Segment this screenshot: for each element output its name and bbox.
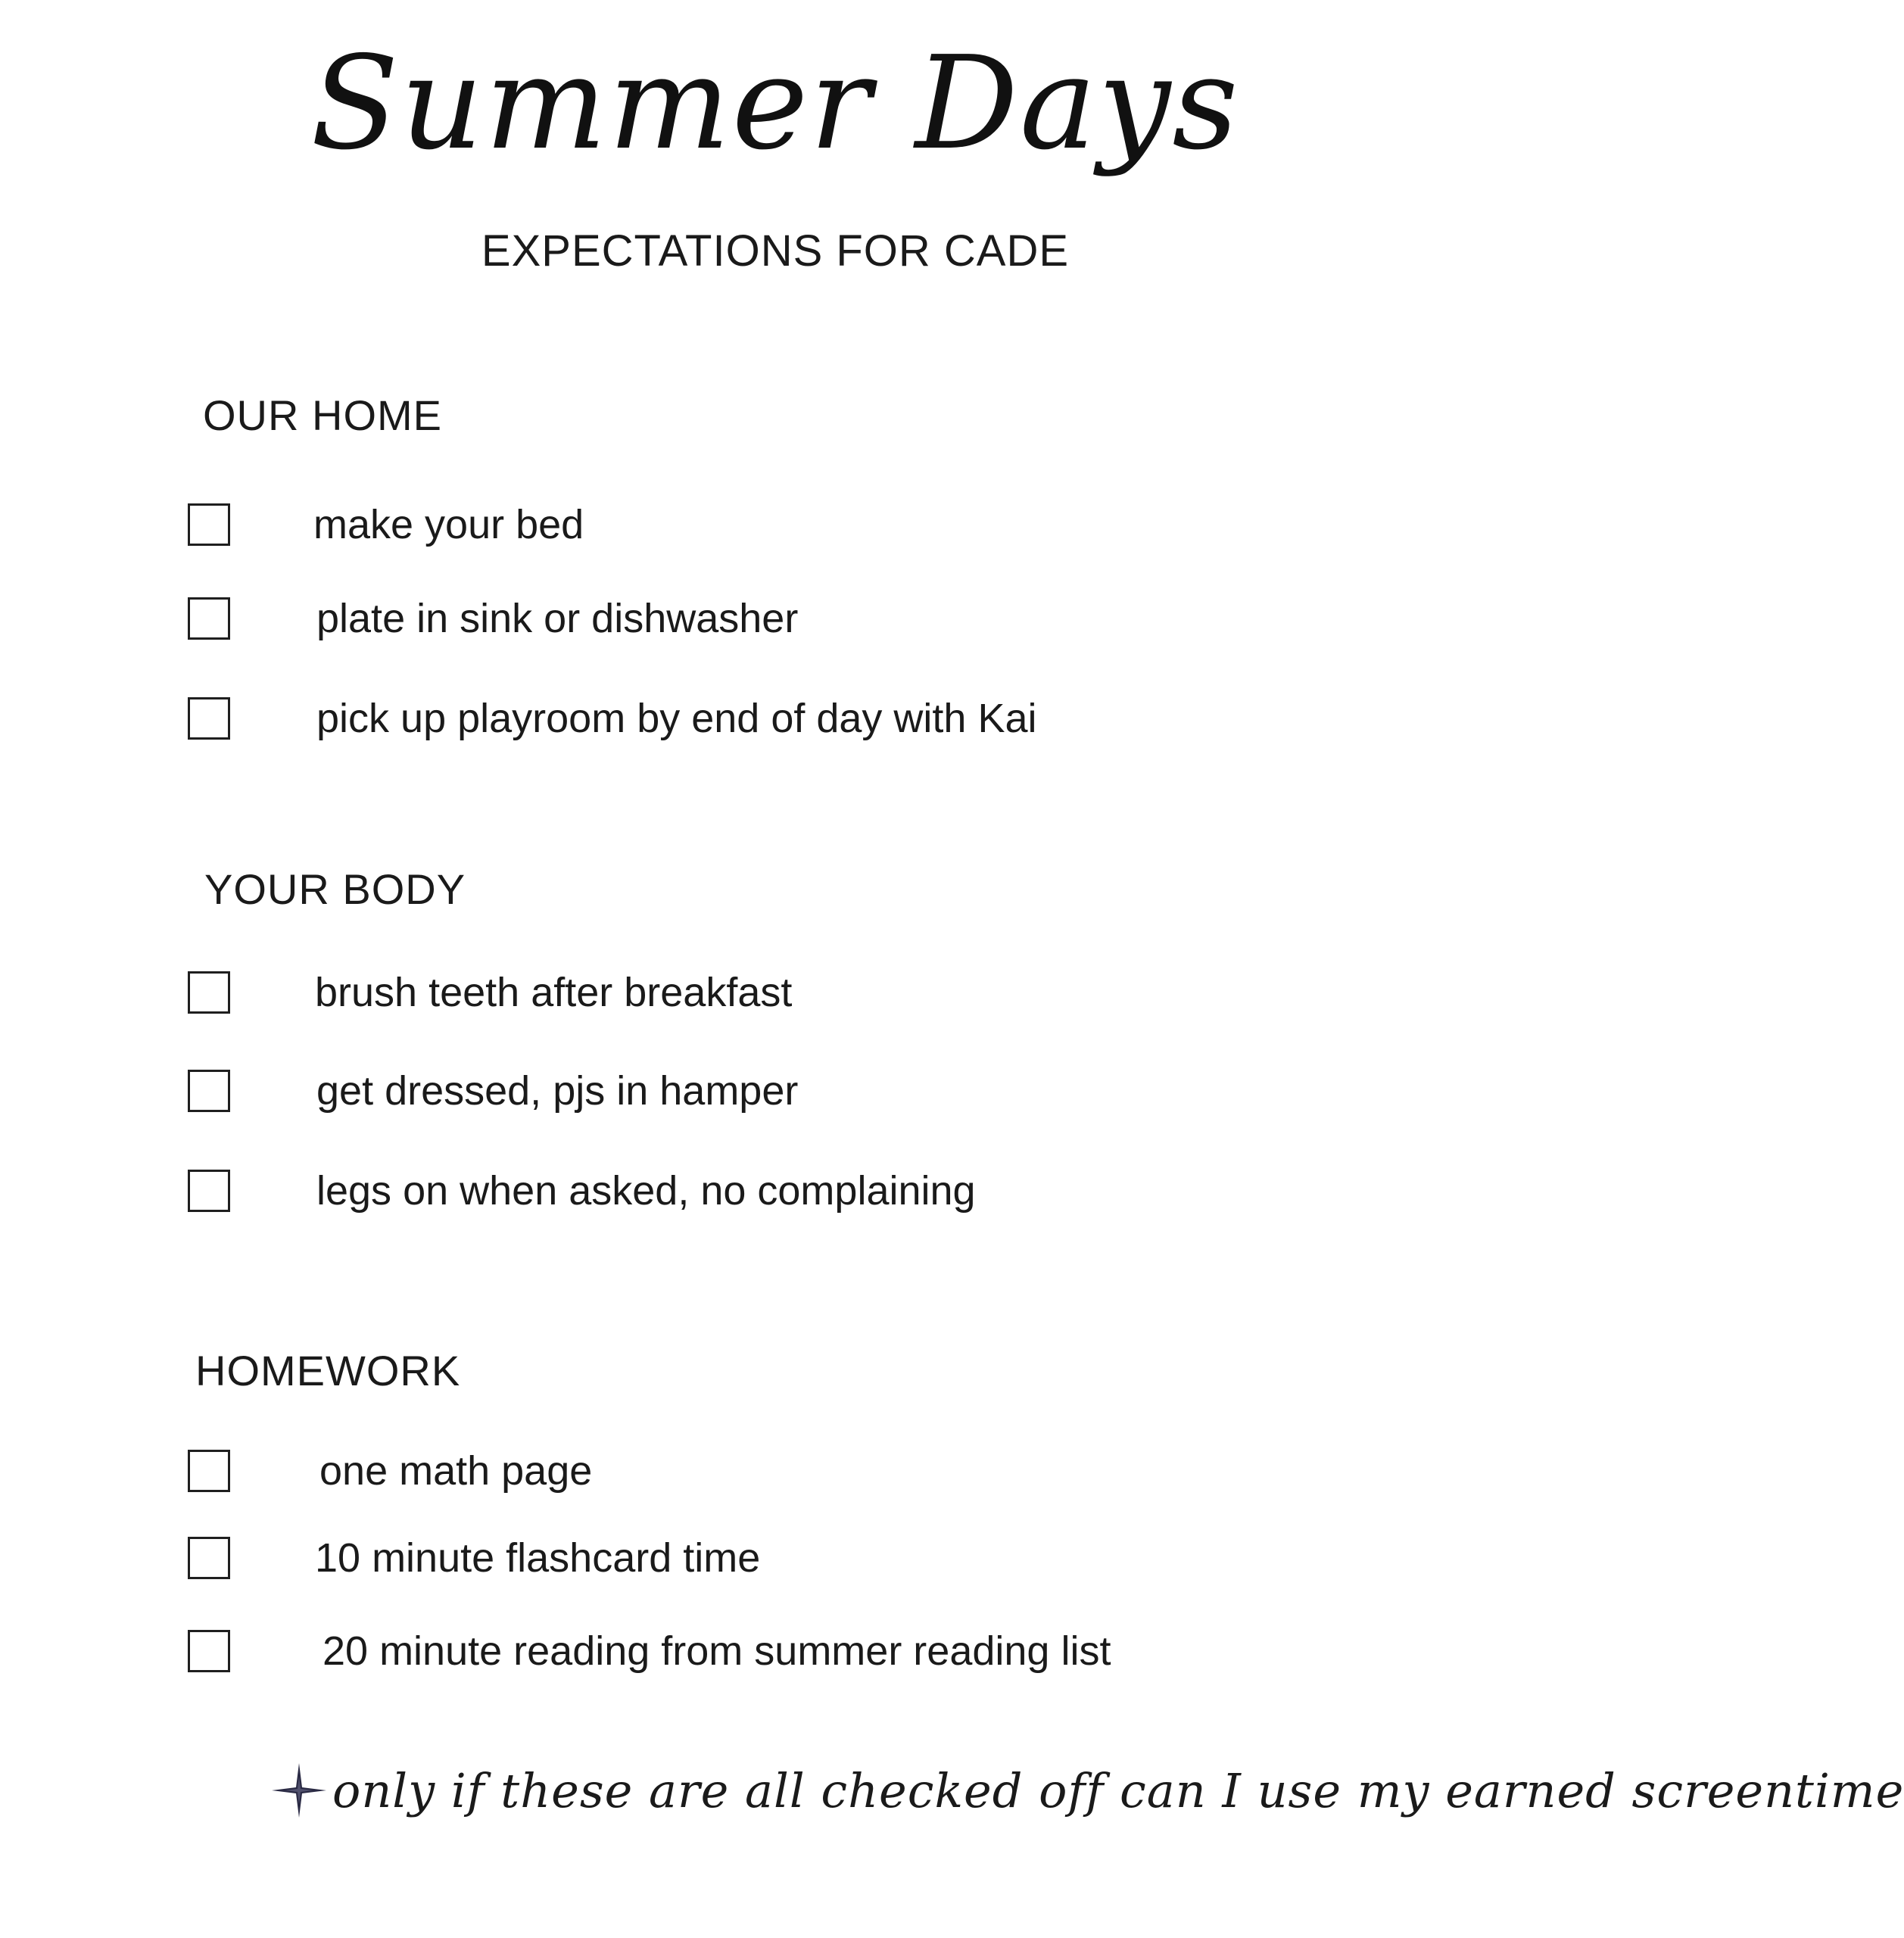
checkbox[interactable] — [188, 1630, 230, 1672]
checkbox[interactable] — [188, 1170, 230, 1212]
checklist-item-label: pick up playroom by end of day with Kai — [316, 696, 1037, 741]
checklist-item — [188, 1628, 1111, 1675]
sparkle-icon — [269, 1760, 329, 1821]
checkbox[interactable] — [188, 971, 230, 1014]
checklist-item — [188, 1535, 760, 1581]
checklist-item — [188, 969, 792, 1016]
checklist-item — [188, 1447, 592, 1494]
checklist-item-label: make your bed — [313, 502, 584, 547]
section-title-your-body: YOUR BODY — [204, 865, 466, 913]
footer-note-text: only if these are all checked off can I use my earned screentime — [332, 1762, 1904, 1818]
section-title-our-home: OUR HOME — [203, 391, 442, 439]
section-title-homework: HOMEWORK — [195, 1347, 461, 1394]
checklist-item-label: one math page — [319, 1448, 593, 1494]
checkbox[interactable] — [188, 1450, 230, 1492]
checkbox[interactable] — [188, 1537, 230, 1579]
checklist-item — [188, 695, 1037, 742]
checklist-item-label: get dressed, pjs in hamper — [316, 1068, 799, 1114]
checkbox[interactable] — [188, 1070, 230, 1112]
page-subtitle: EXPECTATIONS FOR CADE — [481, 226, 1070, 276]
footer-note — [269, 1760, 1904, 1821]
page-title: Summer Days — [310, 29, 1240, 179]
checkbox[interactable] — [188, 503, 230, 546]
checklist-item — [188, 1167, 976, 1214]
checkbox[interactable] — [188, 697, 230, 740]
checklist-item-label: 20 minute reading from summer reading list — [323, 1628, 1111, 1674]
checklist-item — [188, 1067, 798, 1114]
checklist-item-label: 10 minute flashcard time — [315, 1535, 761, 1581]
checklist-item-label: legs on when asked, no complaining — [316, 1168, 976, 1214]
checklist-item — [188, 501, 584, 548]
checklist-item — [188, 595, 798, 642]
checkbox[interactable] — [188, 597, 230, 640]
checklist-item-label: brush teeth after breakfast — [315, 970, 793, 1015]
checklist-item-label: plate in sink or dishwasher — [316, 596, 799, 641]
